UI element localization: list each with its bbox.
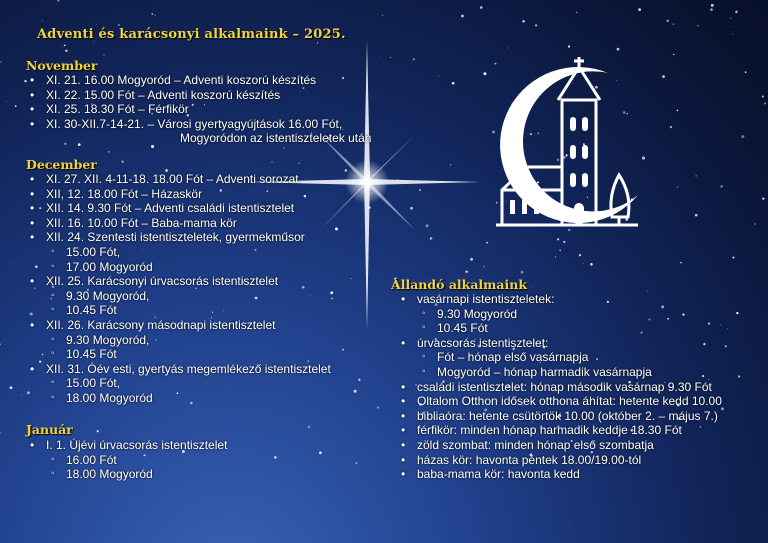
star [697, 25, 698, 26]
star [638, 8, 641, 11]
star [711, 4, 714, 7]
list-item: ◦ 18.00 Mogyoród [10, 467, 227, 482]
list-item: ◦ Fót – hónap első vasárnapja [381, 350, 722, 365]
star [680, 262, 681, 263]
star [535, 24, 537, 26]
list-item: • XI. 25. 18.30 Fót – Férfikör [10, 102, 371, 117]
star [155, 15, 156, 16]
star [354, 390, 357, 393]
list-item: Mogyoródon az istentiszteletek után [180, 131, 372, 146]
november-list [10, 73, 371, 146]
star [486, 242, 488, 244]
star [480, 6, 483, 9]
star [677, 187, 678, 188]
december-list [10, 172, 331, 406]
list-item: • vasárnapi istentiszteletek: [381, 292, 722, 307]
star [308, 426, 311, 429]
star [507, 47, 508, 48]
list-item: ◦ 16.00 Fót [10, 453, 227, 468]
list-item: ◦ 17.00 Mogyoród [10, 260, 331, 275]
star [559, 250, 560, 251]
list-item: • XII. 16. 10.00 Fót – Baba-mama kör [10, 216, 331, 231]
star [725, 345, 727, 347]
star [695, 214, 698, 217]
list-item: ◦ 18.00 Mogyoród [10, 391, 331, 406]
list-item: • úrvacsorás istentisztelet: [381, 336, 722, 351]
star [63, 47, 64, 48]
star [61, 50, 62, 51]
list-item: • zöld szombat: minden hónap első szombatja [381, 438, 722, 453]
heading-december: December [26, 157, 97, 172]
star [96, 24, 97, 25]
star [0, 432, 1, 433]
star [738, 375, 740, 377]
list-item: ◦ 9.30 Mogyoród, [10, 289, 331, 304]
star [461, 15, 464, 18]
star [356, 462, 358, 464]
star [762, 198, 764, 200]
star [764, 102, 766, 104]
star [413, 58, 415, 60]
star [298, 162, 300, 164]
star [0, 61, 2, 63]
star [730, 18, 731, 19]
star [0, 343, 1, 345]
star [103, 54, 105, 56]
star [151, 13, 153, 15]
star [720, 185, 722, 187]
star [557, 238, 559, 240]
list-item: • XII. 24. Szentesti istentiszteletek, gyermekműsor [10, 230, 331, 245]
star [65, 50, 67, 52]
allando-list [381, 292, 722, 482]
star [438, 75, 439, 76]
star [121, 160, 123, 162]
list-item: ◦ Mogyoród – hónap harmadik vasárnapja [381, 365, 722, 380]
star [568, 45, 570, 47]
star [382, 15, 383, 16]
star [377, 406, 379, 408]
star [465, 270, 467, 272]
star [735, 11, 737, 13]
star [677, 110, 678, 111]
star [483, 266, 485, 268]
star [358, 379, 360, 381]
list-item: • baba-mama kör: havonta kedd [381, 467, 722, 482]
star [57, 0, 59, 2]
star [727, 328, 728, 329]
star [42, 20, 43, 21]
star [274, 456, 276, 458]
star [617, 48, 620, 51]
star [379, 57, 380, 58]
list-item: ◦ 10.45 Fót [10, 303, 331, 318]
star [754, 223, 755, 224]
star [484, 72, 487, 75]
star [673, 23, 674, 24]
star [426, 224, 429, 227]
star [736, 312, 738, 314]
star [563, 241, 565, 243]
star [741, 135, 744, 138]
star [331, 298, 333, 300]
list-item: • XI. 30-XII.7-14-21. – Városi gyertyagyújtások 16.00 Fót, [10, 117, 371, 132]
star [579, 254, 581, 256]
star [667, 20, 669, 22]
star [271, 161, 272, 162]
star [555, 256, 556, 257]
list-item: ◦ 9.30 Mogyoród [381, 307, 722, 322]
star [317, 42, 318, 43]
star [590, 263, 593, 266]
star [319, 451, 322, 454]
church-moon-icon [488, 55, 668, 235]
list-item: • XI. 21. 16.00 Mogyoród – Adventi koszorú készítés [10, 73, 371, 88]
list-item: • férfikör: minden hónap harmadik keddje 18.30 Fót [381, 423, 722, 438]
star [335, 227, 338, 230]
list-item: • XI. 27. XII. 4-11-18. 18.00 Fót – Adventi sorozat [10, 172, 331, 187]
star [522, 20, 524, 22]
star [118, 24, 120, 26]
list-item: • XI. 22. 15.00 Fót – Adventi koszorú készítés [10, 88, 371, 103]
list-item: ◦ 15.00 Fót, [10, 245, 331, 260]
list-item: • bibliaóra: hetente csütörtök 10.00 (október 2. – május 7.) [381, 409, 722, 424]
heading-januar: Január [26, 422, 73, 437]
list-item: • XII. 14. 9.30 Fót – Adventi családi istentisztelet [10, 201, 331, 216]
star [673, 54, 674, 55]
star [351, 278, 352, 279]
heading-allando: Állandó alkalmaink [391, 277, 527, 292]
list-item: • XII. 25. Karácsonyi úrvacsorás istentisztelet [10, 274, 331, 289]
star [410, 207, 413, 210]
list-item: ◦ 10.45 Fót [381, 321, 722, 336]
star [576, 12, 577, 13]
star [695, 175, 696, 176]
star [745, 71, 747, 73]
list-item: • I. 1. Újévi úrvacsorás istentisztelet [10, 438, 227, 453]
star [452, 82, 455, 85]
star [390, 57, 391, 58]
star [419, 189, 421, 191]
list-item: ◦ 15.00 Fót, [10, 376, 331, 391]
list-item: • Oltalom Otthon idősek otthona áhítat: hetente kedd 10.00 [381, 394, 722, 409]
list-item: • XII. 26. Karácsony másodnapi istentisztelet [10, 318, 331, 333]
star [732, 34, 733, 35]
list-item: • XII, 12. 18.00 Fót – Házaskör [10, 187, 331, 202]
star [64, 45, 66, 47]
star [710, 8, 713, 11]
star [7, 101, 8, 102]
star [521, 271, 524, 274]
page-title: Adventi és karácsonyi alkalmaink – 2025. [37, 27, 346, 42]
star [732, 256, 734, 258]
star [450, 164, 451, 165]
star [733, 26, 734, 27]
januar-list [10, 438, 227, 482]
star [345, 169, 347, 171]
star [430, 237, 432, 239]
heading-november: November [26, 58, 98, 73]
star [762, 96, 764, 98]
star [531, 287, 532, 288]
star [97, 430, 99, 432]
star [317, 147, 318, 148]
star [108, 151, 110, 153]
list-item: • XII. 31. Óév esti, gyertyás megemlékező istentisztelet [10, 362, 331, 377]
list-item: ◦ 10.45 Fót [10, 347, 331, 362]
star [283, 147, 285, 149]
star [583, 263, 584, 264]
star [342, 349, 344, 351]
list-item: • családi istentisztelet: hónap második vasárnap 9.30 Fót [381, 380, 722, 395]
list-item: ◦ 9.30 Mogyoród, [10, 333, 331, 348]
star [470, 258, 473, 261]
list-item: • házas kör: havonta péntek 18.00/19.00-tól [381, 453, 722, 468]
star [670, 126, 672, 128]
star [654, 252, 655, 253]
